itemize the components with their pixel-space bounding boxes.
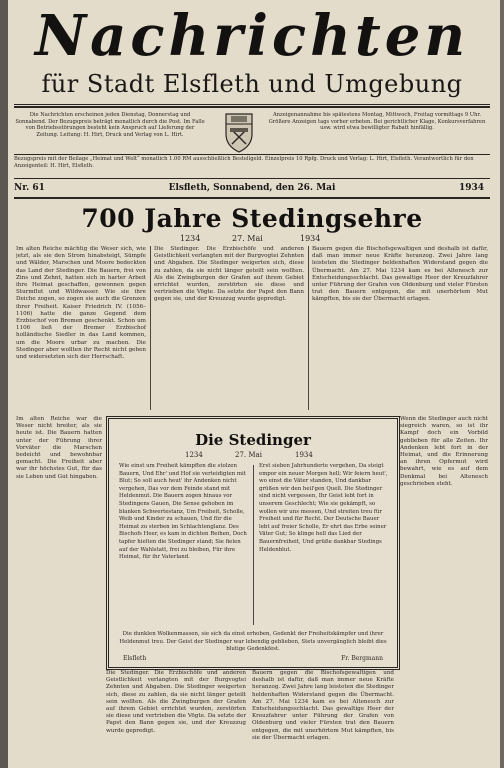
rule [14,197,490,199]
masthead-title: Nachrichten [34,3,470,69]
poem-place: Elsfleth [123,655,147,662]
info-line: Bezugspreis mit der Beilage „Heimat und Welt“ monatlich 1.00 RM ausschließlich Bestellgeld. Einzelpreis 10 Rpfg. Druck und Verlag: L. Hirt, Elsfleth. Verantwortlich für den Anzeigenteil: H. Hirt, Elsfleth. [14,156,474,169]
page-edge [0,0,8,768]
article-column-left: Im alten Reiche mächtig die Weser sich, wie jetzt, als sie den Strom hinabsteigt, Sümpfe und Wälder, Marschen und Moore bedeckten das Land der Stedinger. Die Bauern, frei von Zins und Zehnt, hatten sich in harter Arbeit ihre Heimat geschaffen, gewonnen gegen Sturmflut und Wildwasser. Wie sie ihre Deiche zogen, so zogen sie auch die Grenzen ihrer Freiheit. Kaiser Friedrich IV. (1056–1106) hatte die ganze Gegend dem Erzbischof von Bremen geschenkt. Schon um 1106 ließ der Bremer Erzbischof holländische Siedler in das Land kommen, um die Moore urbar zu machen. Die Stedinger aber wollten ihr Recht nicht geben und widersetzten sich der Herrschaft. [16,246,146,361]
rule [14,106,490,108]
notice-left: Die Nachrichten erscheinen jeden Dienstag, Donnerstag und Sonnabend. Der Bezugspreis beträgt monatlich durch die Post. Im Falle von Betriebsstörungen besteht kein Anspruch auf Lieferung der Zeitung. Leitung: H. Hirt, Druck und Verlag von L. Hirt. [15,112,205,138]
poem-divider [253,465,254,625]
rule [14,178,490,179]
poem-date-day: 27. Mai [235,451,262,459]
dateline-day: 27. Mai [232,234,263,243]
poem-date-to: 1934 [295,451,313,459]
notice-right: Anzeigenannahme bis spätestens Montag, Mittwoch, Freitag vormittags 9 Uhr. Größere Anzeigen tags vorher erbeten. Bei gerichtlicher Klage, Konkursverfahren usw. wird etwa bewilligter Rabatt hinfällig. [268,112,486,132]
rule [14,154,490,155]
issue-year: 1934 [458,183,484,193]
dateline-from: 1234 [180,234,201,243]
poem-closing: Die dunklen Wolkenmassen, sie sich da einst erhoben, Gedenkt der Freiheitskämpfer und ihrer Heldenmut treu. Der Geist der Stedinger war lebendig geblieben, Stets unvergänglich bleibt dies blutige Gedenkfest. [119,631,387,653]
article-column-bottom-left: Im alten Reiche war die Weser nicht breiter, als sie heute ist. Die Bauern hatten unter der Führung ihrer Vorväter die Marschen bedeicht und bewohnbar gemacht. Die Freiheit aber war ihr höchstes Gut, für das sie Leben und Gut hingaben. [16,416,102,480]
poem-date-from: 1234 [185,451,203,459]
poem-author: Fr. Bergmann [341,655,383,662]
article-continuation-right: Bauern gegen die Bischofsgewaltigen und deshalb ist dafür, daß man immer neue Kräfte heranzog. Zwei Jahre lang leisteten die Stedinger heldenhaften Widerstand gegen die Übermacht. Am 27. Mai 1234 kam es bei Altenesch zur Entscheidungsschlacht. Das gewaltige Heer der Kreuzfahrer unter Führung der Grafen von Oldenburg und vieler Fürsten trat den Bauern entgegen, die mit unerhörtem Mut kämpften, bis sie der Übermacht erlagen. [252,670,394,741]
rule [14,104,490,105]
headline: 700 Jahre Stedingsehre [81,204,423,233]
article-column-bottom-right: Wenn die Stedinger auch nicht siegreich waren, so ist ihr Kampf doch ein Vorbild geblieben für alle Zeiten. Ihr Andenken lebt fort in der Heimat, und die Erinnerung an ihren Opfermut wird bewahrt, wie es auf dem Denkmal bei Altenesch geschrieben steht. [400,416,488,487]
column-divider [150,246,151,410]
article-column-right: Bauern gegen die Bischofsgewaltigen und deshalb ist dafür, daß man immer neue Kräfte heranzog. Zwei Jahre lang leisteten die Stedinger heldenhaften Widerstand gegen die Übermacht. Am 27. Mai 1234 kam es bei Altenesch zur Entscheidungsschlacht. Das gewaltige Heer der Kreuzfahrer unter Führung der Grafen von Oldenburg und vieler Fürsten trat den Bauern entgegen, die mit unerhörtem Mut kämpften, bis sie der Übermacht erlagen. [312,246,488,303]
column-divider [308,246,309,410]
issue-line [14,183,490,195]
poem-title: Die Stedinger [195,431,311,449]
masthead-subtitle: für Stadt Elsfleth und Umgebung [41,70,463,98]
masthead [14,4,490,72]
dateline-to: 1934 [300,234,321,243]
crest-logo [222,110,256,154]
poem-frame [106,416,400,670]
poem-right-column: Erst sieben Jahrhunderte vergehen, Da steigt empor ein neuer Morgen hell; Wir feiern heut', wo einst die Väter standen, Und dankbar grüßen wir den heil'gen Quell. Die Stedinger sind nicht vergessen, Ihr Geist lebt fort in unserem Geschlecht; Wie sie gekämpft, so wollen wir uns messen, Und streiten treu für Freiheit und für Recht. Der Deutsche Bauer lebt auf freier Scholle, Er ehrt das Erbe seiner Väter Gut; So klinge hell das Lied der Bauernfreiheit, Und grüße dankbar Stedings Heldenblut. [259,463,388,553]
issue-date: Elsfleth, Sonnabend, den 26. Mai [168,183,336,193]
article-continuation-left: Die Stedinger. Die Erzbischöfe und anderen Geistlichkeit verlangten mit der Burgvogtei Zehnten und Abgaben. Die Stedinger weigerten sich, diese zu zahlen, da sie nicht länger geteilt sein wollten. Als die Zwingburgen der Grafen auf ihrem Gebiet errichtet wurden, zerstörten sie diese und vertrieben die Vögte. Da setzte der Papst den Bann gegen sie, und der Kreuzzug wurde gepredigt. [106,670,246,734]
article-column-middle: Die Stedinger. Die Erzbischöfe und anderen Geistlichkeit verlangten mit der Burgvogtei Zehnten und Abgaben. Die Stedinger weigerten sich, diese zu zahlen, da sie nicht länger geteilt sein wollten. Als die Zwingburgen der Grafen auf ihrem Gebiet errichtet wurden, zerstörten sie diese und vertrieben die Vögte. Da setzte der Papst den Bann gegen sie, und der Kreuzzug wurde gepredigt. [154,246,304,303]
poem-left-column: Wie einst um Freiheit kämpften die stolzen Bauern, Und Ehr' und Hof sie verteidigten mit Blut; So soll auch heut' ihr Andenken nicht vergehen, Das vor dem Feinde stand mit Heldenmut. Die Bauern zogen hinaus vor Stedingens Gauen, Die Sense gehoben im blanken Schwertestanz, Um Freiheit, Scholle, Weib und Kinder zu schauen, Und für die Heimat zu sterben im Schlachtenglanz. Des Bischofs Heer, es kam in dichten Reihen, Doch tapfer hielten die Stedinger stand; Sie fielen auf der Wahlstatt, frei zu bleiben, Für ihre Heimat, für ihr Vaterland. [119,463,247,561]
issue-number: Nr. 61 [14,183,45,193]
